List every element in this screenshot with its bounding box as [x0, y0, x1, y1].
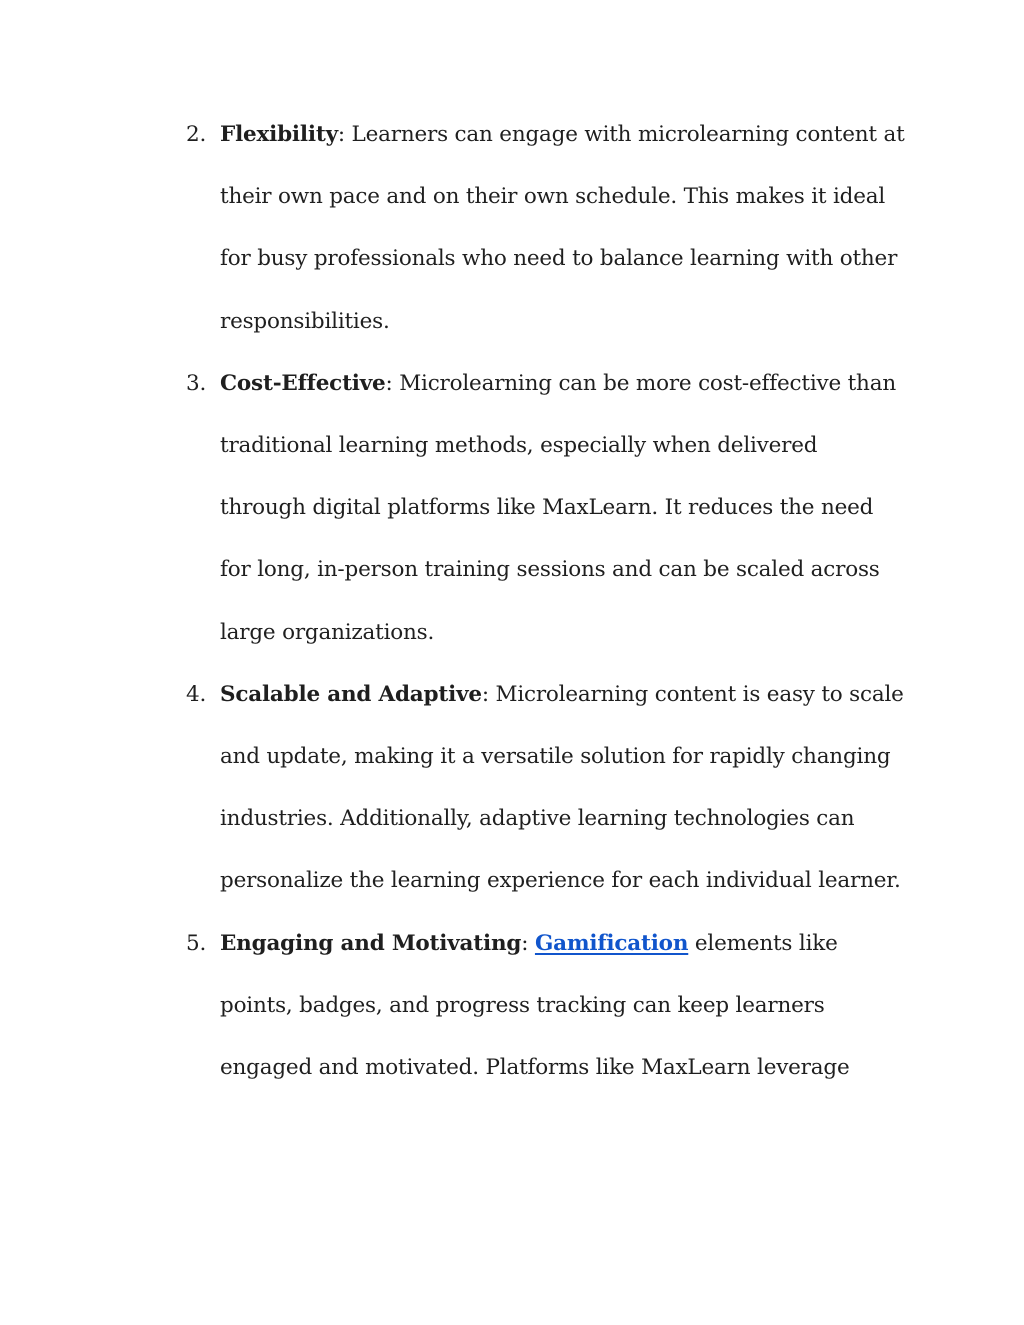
benefits-list	[0, 104, 1024, 1099]
item-description: elements like points, badges, and progress tracking can keep learners engaged and motivated. Platforms like MaxLearn leverage	[220, 930, 850, 1081]
term-engaging-motivating: Engaging and Motivating	[220, 930, 522, 956]
term-flexibility: Flexibility	[220, 122, 338, 147]
list-number: 2.	[186, 122, 207, 147]
list-item-scalable-adaptive	[0, 664, 905, 913]
item-description: Learners can engage with microlearning content at their own pace and on their own schedule. This makes it ideal for busy professionals who need to balance learning with other responsibilities.	[220, 122, 905, 334]
term-separator: :	[521, 930, 535, 956]
term-separator: :	[481, 681, 489, 707]
term-cost-effective: Cost-Effective	[220, 370, 386, 396]
term-scalable-adaptive: Scalable and Adaptive	[220, 681, 482, 707]
list-item-flexibility	[0, 104, 905, 353]
list-item-engaging-motivating	[0, 913, 905, 1100]
gamification-link[interactable]: Gamification	[534, 930, 689, 956]
item-description: Microlearning content is easy to scale and update, making it a versatile solution for rapidly changing industries. Additionally, adaptive learning technologies can personalize the learning experience for each individual learner.	[220, 681, 904, 894]
list-number: 3.	[186, 370, 207, 396]
term-separator: :	[337, 122, 345, 147]
list-item-cost-effective	[0, 353, 905, 664]
term-separator: :	[385, 370, 393, 396]
list-number: 4.	[186, 681, 207, 707]
list-number: 5.	[186, 930, 207, 956]
item-description: Microlearning can be more cost-effective than traditional learning methods, especially when delivered through digital platforms like MaxLearn. It reduces the need for long, in-person training sessions and can be scaled across large organizations.	[220, 370, 896, 645]
